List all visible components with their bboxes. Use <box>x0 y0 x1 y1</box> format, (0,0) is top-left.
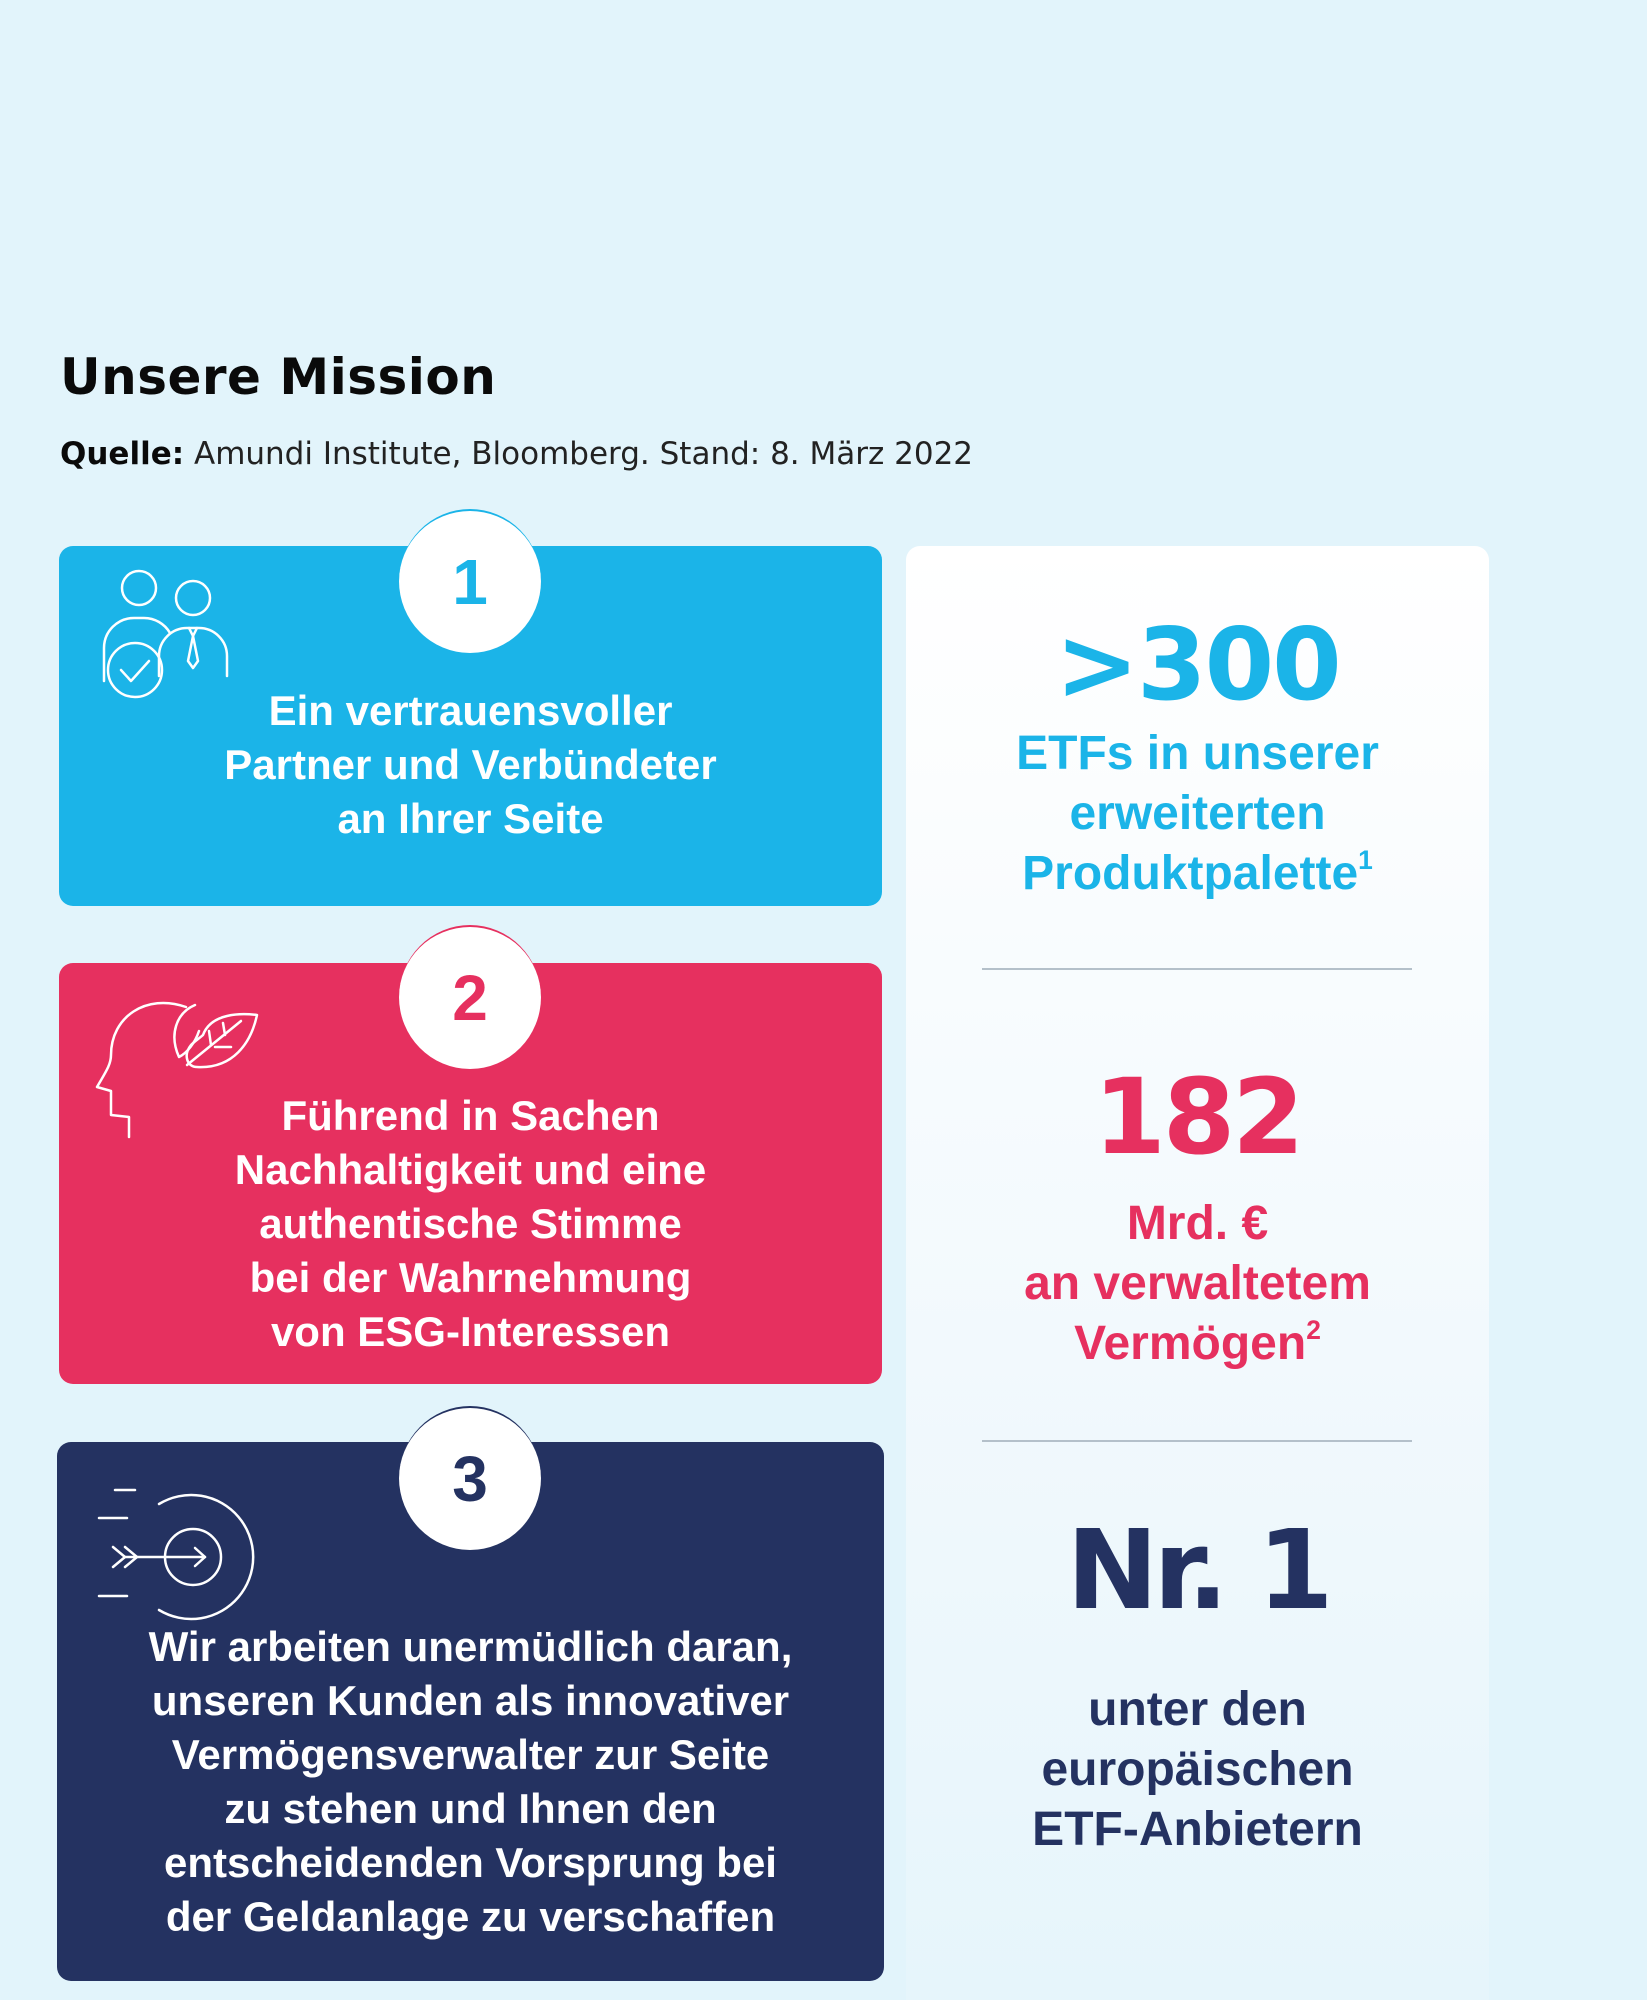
page-title: Unsere Mission <box>60 348 497 406</box>
source-text: Amundi Institute, Bloomberg. Stand: 8. März 2022 <box>193 436 974 472</box>
footnote-1: 1 <box>1358 845 1373 876</box>
card-1-text: Ein vertrauensvoller Partner und Verbündeter an Ihrer Seite <box>224 687 717 842</box>
card-3-text: Wir arbeiten unermüdlich daran, unseren Kunden als innovativer Vermögensverwalter zur Seite zu stehen und Ihnen den entscheidenden Vorsprung bei der Geldanlage zu verschaffen <box>148 1623 793 1940</box>
card-3-number-badge: 3 <box>399 1406 541 1550</box>
target-arrow-icon <box>85 1482 265 1632</box>
card-2-number-badge: 2 <box>399 925 541 1069</box>
stat-rank-description: unter den europäischen ETF-Anbietern <box>1032 1683 1363 1856</box>
stat-aum-value: 182 <box>1093 1056 1302 1178</box>
stat-aum-description <box>906 1194 1489 1374</box>
stat-rank-value: Nr. 1 <box>1066 1506 1329 1634</box>
stat-etf-description <box>906 724 1489 904</box>
card-1-number-badge: 1 <box>399 509 541 653</box>
footnote-2: 2 <box>1306 1315 1321 1346</box>
stat-etf-desc-text: ETFs in unserer erweiterten Produktpalette <box>1016 727 1379 900</box>
stats-divider <box>982 1440 1412 1442</box>
stats-divider <box>982 968 1412 970</box>
stats-panel <box>906 546 1489 2000</box>
stat-aum-desc-text: Mrd. € an verwaltetem Vermögen <box>1024 1197 1371 1370</box>
card-2-text: Führend in Sachen Nachhaltigkeit und eine authentische Stimme bei der Wahrnehmung von ESG-Interessen <box>234 1092 707 1355</box>
source-label: Quelle: <box>60 436 185 472</box>
source-line <box>60 436 973 472</box>
stat-etf-count: >300 <box>1055 606 1340 723</box>
